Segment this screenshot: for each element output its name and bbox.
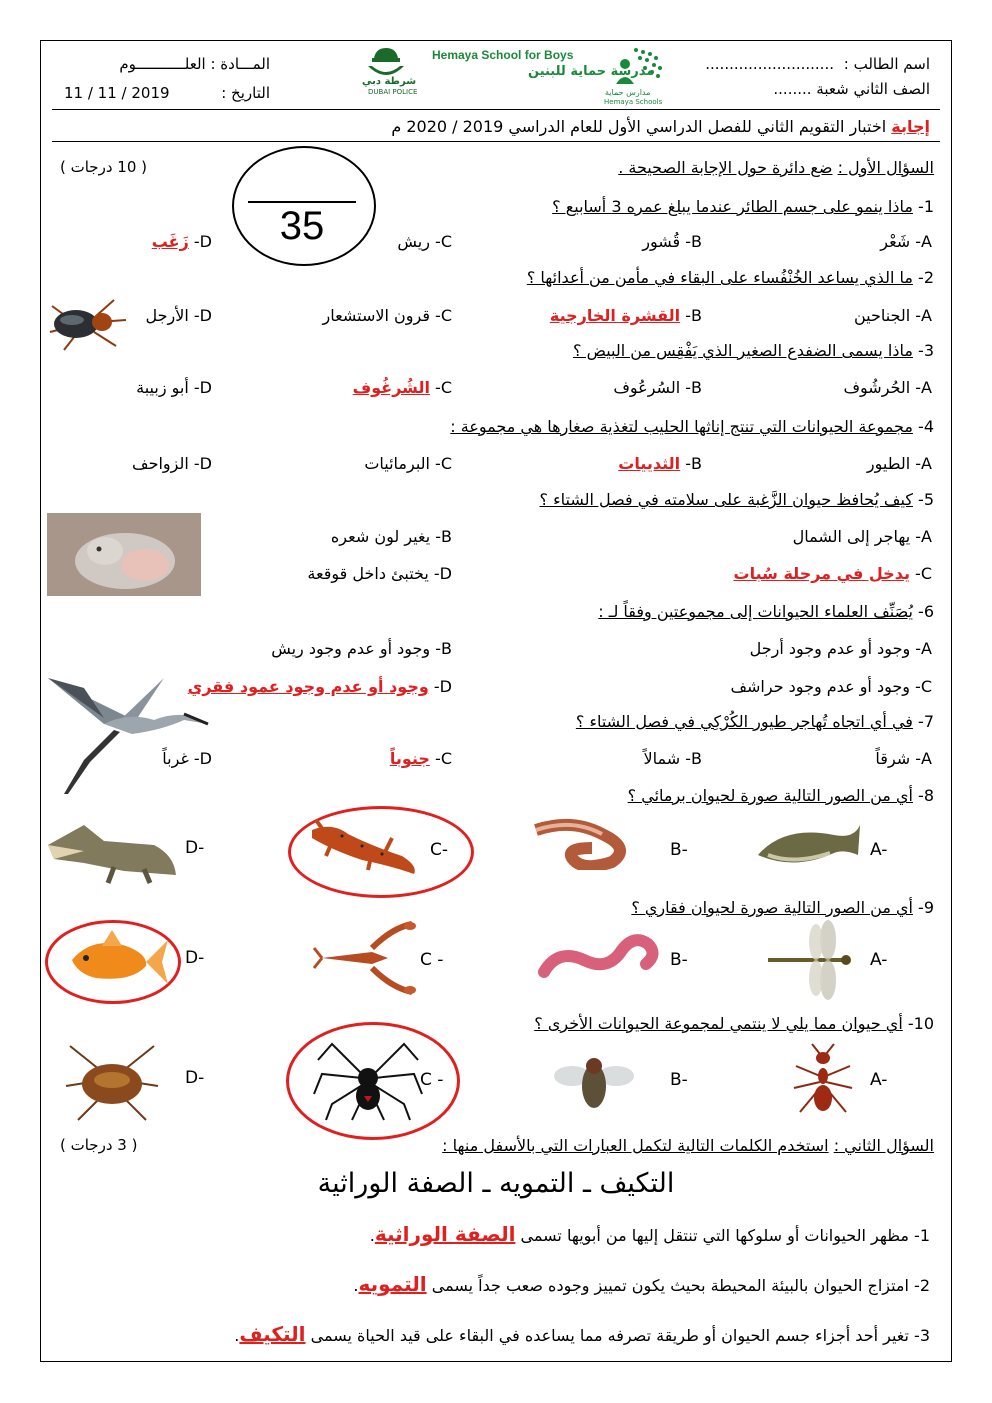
answer-word: إجابة — [891, 117, 930, 136]
question-number: 10- — [907, 1014, 934, 1033]
question-text: ما الذي يساعد الخُنْفُساء على البقاء في مأمن من أعدائها ؟ — [526, 268, 913, 287]
question-text: ماذا ينمو على جسم الطائر عندما يبلغ عمره 3 أسابيع ؟ — [552, 197, 913, 216]
question-8 — [628, 786, 934, 805]
option-d: D- غرباً — [162, 749, 212, 768]
option-c: C- — [430, 840, 449, 860]
q2-instruction: استخدم الكلمات التالية لتكمل العبارات التي بالأسفل منها : — [442, 1136, 829, 1155]
option-d: D- الزواحف — [132, 454, 212, 473]
question-text: أي من الصور التالية صورة لحيوان فقاري ؟ — [631, 898, 913, 917]
option-label: C- — [435, 378, 452, 397]
question-4 — [450, 417, 934, 436]
police-en: DUBAI POLICE — [368, 88, 418, 96]
option-a: A- — [870, 950, 888, 970]
question-7 — [576, 712, 934, 731]
earthworm-image — [538, 928, 664, 986]
q1-label: السؤال الأول : — [837, 158, 934, 177]
student-name-label: اسم الطالب : — [843, 55, 930, 73]
crocodile-image — [44, 815, 178, 885]
question-number: 6- — [918, 602, 934, 621]
option-d-correct — [188, 677, 452, 696]
subject-label: المـــادة : العلـــــــــــوم — [119, 55, 270, 73]
option-b: B- وجود أو عدم وجود ريش — [271, 639, 452, 658]
option-c: C- ريش — [397, 232, 452, 251]
salamander-image — [302, 816, 422, 878]
option-label: D- — [193, 232, 212, 251]
question-text: في أي اتجاه تُهاجر طيور الكُرْكِي في فصل الشتاء ؟ — [575, 712, 913, 731]
student-name-dots: ........................... — [705, 55, 834, 73]
dragonfly-image — [762, 920, 854, 1000]
correct-answer: القشرة الخارجية — [549, 306, 681, 325]
option-label: C- — [435, 749, 452, 768]
question-2 — [527, 268, 934, 287]
filled-answer: التكيف — [239, 1322, 306, 1346]
filled-answer: الصفة الوراثية — [374, 1222, 516, 1246]
option-d: D- يختبئ داخل قوقعة — [307, 564, 452, 583]
option-c-correct — [734, 564, 932, 583]
question-number: 2- — [918, 268, 934, 287]
class-label: الصف الثاني شعبة ........ — [773, 80, 930, 98]
school-name-ar: مدرسة حماية للبنين — [528, 64, 655, 79]
option-c: C- البرمائيات — [364, 454, 452, 473]
goldfish-image — [52, 926, 170, 992]
word-bank: التكيف ـ التمويه ـ الصفة الوراثية — [317, 1168, 675, 1199]
lobster-image — [312, 918, 416, 998]
fill-item-3: 3- تغير أحد أجزاء جسم الحيوان أو طريقة تصرفه مما يساعده في البقاء على قيد الحياة يسمى التكيف. — [234, 1322, 930, 1346]
option-b: B- — [670, 840, 688, 860]
question-number: 5- — [918, 490, 934, 509]
question-5 — [540, 490, 934, 509]
correct-answer: الشُرغُوف — [352, 378, 430, 397]
option-a: A- الحُرشُوف — [843, 378, 932, 397]
option-c-correct — [390, 749, 452, 768]
option-d-correct — [152, 232, 212, 251]
fish-snakehead-image — [754, 815, 864, 875]
exam-title — [391, 117, 930, 136]
question-number: 9- — [918, 898, 934, 917]
date-label: التاريخ : — [221, 84, 270, 102]
spider-image — [312, 1034, 424, 1122]
dormouse-image — [47, 513, 201, 596]
question-text: أي من الصور التالية صورة لحيوان برمائي ؟ — [627, 786, 913, 805]
question-number: 1- — [918, 197, 934, 216]
question-10 — [534, 1014, 934, 1033]
q1-heading — [618, 158, 934, 177]
q2-marks: ( 3 درجات ) — [60, 1136, 138, 1154]
score-value: 35 — [279, 204, 325, 248]
ant-image — [790, 1042, 856, 1118]
item-text: تغير أحد أجزاء جسم الحيوان أو طريقة تصرفه مما يساعده في البقاء على قيد الحياة يسمى — [310, 1326, 909, 1345]
option-d: D- — [185, 1068, 205, 1088]
option-b-correct — [618, 454, 702, 473]
beetle-image — [44, 292, 128, 352]
option-b: B- قُشور — [642, 232, 702, 251]
correct-answer: الثدييات — [618, 454, 681, 473]
title-text: اختبار التقويم الثاني للفصل الدراسي الأول للعام الدراسي 2019 / 2020 م — [391, 117, 887, 136]
option-b: B- — [670, 1070, 688, 1090]
q1-marks: ( 10 درجات ) — [60, 158, 147, 176]
q2-label: السؤال الثاني : — [833, 1136, 934, 1155]
question-text: ماذا يسمى الضفدع الصغير الذي يَفْقِس من البيض ؟ — [573, 341, 913, 360]
option-label: D- — [433, 677, 452, 696]
item-text: امتزاج الحيوان بالبيئة المحيطة بحيث يكون تمييز وجوده صعب جداً يسمى — [431, 1276, 909, 1295]
question-9 — [631, 898, 934, 917]
option-a: A- شرقاً — [875, 749, 932, 768]
option-b: B- — [670, 950, 688, 970]
date-value: 11 / 11 / 2019 — [64, 84, 170, 102]
question-6 — [598, 602, 934, 621]
option-b: B- السُرعُوف — [613, 378, 702, 397]
option-d: D- — [185, 948, 205, 968]
option-d: D- — [185, 838, 205, 858]
question-text: أي حيوان مما يلي لا ينتمي لمجموعة الحيوانات الأخرى ؟ — [534, 1014, 903, 1033]
header-rule-bottom — [52, 141, 940, 142]
item-text: مظهر الحيوانات أو سلوكها التي تنتقل إليها من أبويها تسمى — [520, 1226, 909, 1245]
cockroach-image — [60, 1040, 164, 1124]
option-b: B- شمالاً — [643, 749, 702, 768]
option-a: A- — [870, 840, 888, 860]
question-1 — [552, 197, 934, 216]
school-name-en: Hemaya School for Boys — [432, 48, 574, 62]
question-number: 4- — [918, 417, 934, 436]
item-number: 1- — [914, 1226, 930, 1245]
q2-heading — [442, 1136, 934, 1155]
question-text: يُصَنِّف العلماء الحيوانات إلى مجموعتين وفقاً لـ : — [598, 602, 913, 621]
fill-item-1: 1- مظهر الحيوانات أو سلوكها التي تنتقل إليها من أبويها تسمى الصفة الوراثية. — [369, 1222, 930, 1246]
option-c-correct — [353, 378, 452, 397]
score-divider — [248, 201, 356, 203]
fill-item-2: 2- امتزاج الحيوان بالبيئة المحيطة بحيث يكون تمييز وجوده صعب جداً يسمى التمويه. — [353, 1272, 930, 1296]
crane-bird-image — [44, 668, 210, 796]
question-text: مجموعة الحيوانات التي تنتج إناثها الحليب لتغذية صغارها هي مجموعة : — [450, 417, 913, 436]
option-d: D- أبو زبيبة — [136, 378, 212, 397]
police-ar: شرطة دبي — [362, 76, 417, 87]
option-a: A- الجناحين — [853, 306, 932, 325]
question-number: 8- — [918, 786, 934, 805]
option-label: B- — [685, 454, 702, 473]
snake-image — [532, 818, 662, 870]
correct-answer: زَغَب — [151, 232, 189, 251]
option-label: B- — [685, 306, 702, 325]
option-c: C - — [420, 950, 444, 970]
q1-instruction: ضع دائرة حول الإجابة الصحيحة . — [618, 158, 833, 177]
question-number: 7- — [918, 712, 934, 731]
option-b: B- يغير لون شعره — [330, 527, 452, 546]
fly-image — [552, 1046, 636, 1118]
correct-answer: يدخل في مرحلة سُبات — [733, 564, 910, 583]
correct-answer: جنوباً — [389, 749, 430, 768]
correct-answer: وجود أو عدم وجود عمود فقري — [187, 677, 429, 696]
option-a: A- يهاجر إلى الشمال — [792, 527, 932, 546]
hemaya-schools-en: Hemaya Schools — [604, 98, 663, 106]
item-number: 2- — [914, 1276, 930, 1295]
option-a: A- وجود أو عدم وجود أرجل — [749, 639, 932, 658]
question-text: كيف يُحافظ حيوان الزَّغبة على سلامته في فصل الشتاء ؟ — [539, 490, 913, 509]
question-3 — [573, 341, 934, 360]
option-a: A- — [870, 1070, 888, 1090]
option-a: A- شَعْر — [880, 232, 932, 251]
hemaya-schools-ar: مدارس حماية — [605, 88, 651, 97]
option-b-correct — [550, 306, 702, 325]
filled-answer: التمويه — [358, 1272, 427, 1296]
option-c: C- وجود أو عدم وجود حراشف — [730, 677, 932, 696]
option-c: C - — [420, 1070, 444, 1090]
header-rule-top — [52, 109, 940, 110]
option-c: C- قرون الاستشعار — [322, 306, 452, 325]
item-number: 3- — [914, 1326, 930, 1345]
option-d: D- الأرجل — [145, 306, 212, 325]
option-label: C- — [915, 564, 932, 583]
option-a: A- الطيور — [866, 454, 932, 473]
question-number: 3- — [918, 341, 934, 360]
